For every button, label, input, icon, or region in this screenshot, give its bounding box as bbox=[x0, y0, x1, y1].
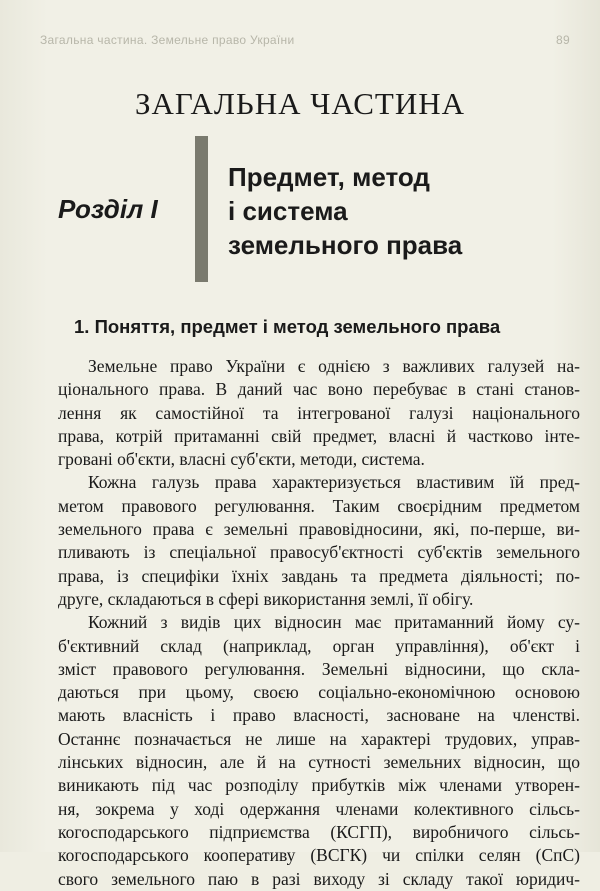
text-line: Кожна галузь права характеризується властивим їй пред- bbox=[88, 472, 580, 493]
chapter-divider-bar bbox=[195, 136, 208, 282]
chapter-title bbox=[228, 160, 558, 262]
part-title: ЗАГАЛЬНА ЧАСТИНА bbox=[135, 86, 465, 121]
page-number: 89 bbox=[556, 33, 570, 47]
running-header bbox=[40, 30, 580, 52]
paragraph bbox=[58, 355, 580, 471]
text-line: когосподарського підприємства (КСГП), виробничого сільсь- bbox=[58, 821, 580, 842]
text-line: зміст правового регулювання. Земельні відносини, що скла- bbox=[58, 658, 580, 679]
text-line: мають власність і право власності, засноване на членстві. bbox=[58, 705, 580, 726]
text-line: свого земельного паю в разі виходу зі складу такої юридич- bbox=[58, 868, 580, 889]
text-line: ня, зокрема у ході одержання членами колективного сільсь- bbox=[58, 798, 580, 819]
chapter-title-line: і система bbox=[228, 196, 348, 226]
paragraph bbox=[58, 611, 580, 891]
text-line: земельного права є земельні правовідносини, які, по-перше, ви- bbox=[58, 519, 580, 540]
text-line: б'єктивний склад (наприклад, орган управління), об'єкт і bbox=[58, 635, 580, 656]
chapter-heading bbox=[0, 136, 600, 286]
text-line: лення як самостійної та інтегрованої галузі національного bbox=[58, 402, 580, 423]
running-title: Загальна частина. Земельне право України bbox=[40, 33, 295, 47]
text-line: когосподарського кооперативу (ВСГК) чи спілки селян (СпС) bbox=[58, 845, 580, 866]
text-line: лінських відносин, але й на сутності земельних відносин, що bbox=[58, 752, 580, 773]
chapter-title-line: земельного права bbox=[228, 230, 463, 260]
text-line: права, котрій притаманні свій предмет, власні й частково інте- bbox=[58, 425, 580, 446]
text-line: друге, складаються в сфері використання землі, її обігу. bbox=[58, 588, 474, 609]
text-line: Кожний з видів цих відносин має притаманний йому су- bbox=[88, 612, 580, 633]
body-text bbox=[58, 355, 580, 891]
chapter-label: Розділ І bbox=[58, 194, 158, 224]
chapter-title-line: Предмет, метод bbox=[228, 162, 430, 192]
text-line: гровані об'єкти, власні суб'єкти, методи, система. bbox=[58, 449, 425, 470]
section-title: 1. Поняття, предмет і метод земельного права bbox=[74, 316, 501, 337]
text-line: права, із специфіки їхніх завдань та предмета діяльності; по- bbox=[58, 565, 580, 586]
text-line: Земельне право України є однією з важливих галузей на- bbox=[88, 356, 580, 376]
paragraph bbox=[58, 471, 580, 611]
text-line: даються при цьому, своєю соціально-економічною основою bbox=[58, 682, 580, 703]
text-line: метом правового регулювання. Таким своєрідним предметом bbox=[58, 495, 580, 516]
text-line: Останнє позначається не лише на характері трудових, управ- bbox=[58, 728, 580, 749]
text-line: пливають із спеціальної правосуб'єктності суб'єктів земельного bbox=[58, 542, 580, 563]
text-line: ціонального права. В даний час воно перебуває в стані станов- bbox=[58, 379, 580, 400]
text-line: виникають під час розподілу прибутків між членами утворен- bbox=[58, 775, 580, 796]
